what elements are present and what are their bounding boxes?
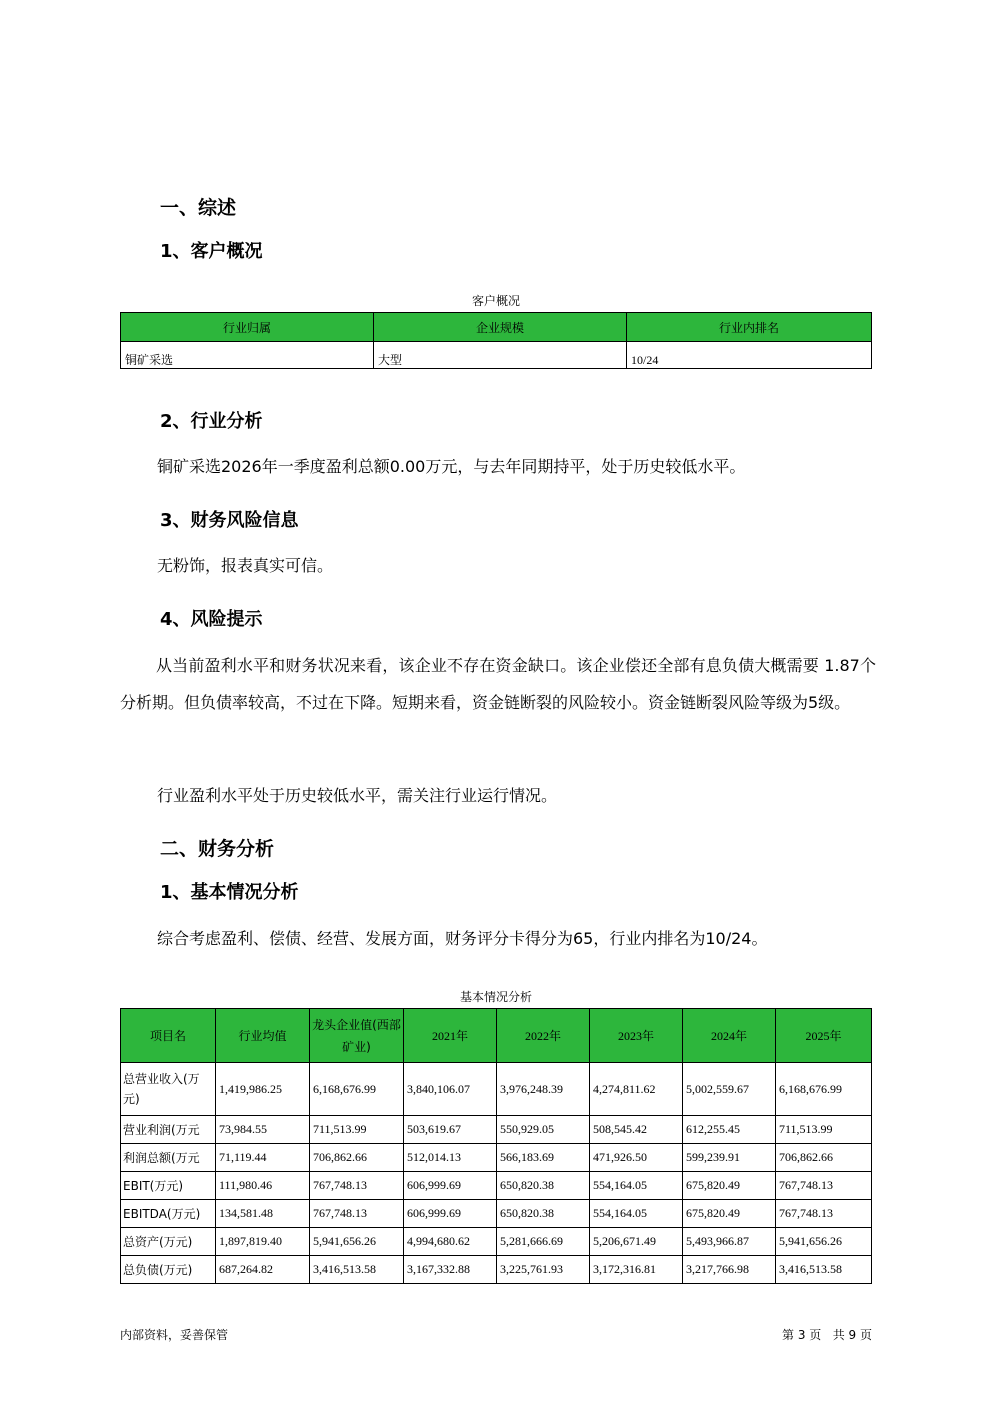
risk-info-paragraph: 无粉饰，报表真实可信。 — [157, 556, 334, 575]
table-cell: 706,862.66 — [310, 1144, 404, 1172]
table-cell: 71,119.44 — [216, 1144, 310, 1172]
row-label: 总负债(万元) — [121, 1256, 216, 1284]
basic-header-2021: 2021年 — [404, 1009, 497, 1063]
table-cell: 599,239.91 — [683, 1144, 776, 1172]
basic-header-2024: 2024年 — [683, 1009, 776, 1063]
table-cell: 6,168,676.99 — [776, 1063, 872, 1116]
industry-paragraph: 铜矿采选2026年一季度盈利总额0.00万元，与去年同期持平，处于历史较低水平。 — [157, 457, 746, 476]
subsection-title-risk-tip: 4、风险提示 — [160, 609, 263, 630]
table-cell: 650,820.38 — [497, 1200, 590, 1228]
basic-header-leader: 龙头企业值(西部矿业) — [310, 1009, 404, 1063]
table-cell: 4,274,811.62 — [590, 1063, 683, 1116]
table-row — [121, 1144, 872, 1172]
row-label: 营业利润(万元 — [121, 1116, 216, 1144]
table-cell: 3,416,513.58 — [776, 1256, 872, 1284]
profile-cell-rank: 10/24 — [627, 342, 872, 369]
section-title-financial: 二、财务分析 — [160, 838, 275, 860]
risk-tip-paragraph-1: 从当前盈利水平和财务状况来看，该企业不存在资金缺口。该企业偿还全部有息负债大概需要 1.87个分析期。但负债率较高，不过在下降。短期来看，资金链断裂的风险较小。资金链断裂风险等级为5级。 — [120, 656, 876, 712]
profile-header-rank: 行业内排名 — [627, 313, 872, 342]
table-cell: 3,217,766.98 — [683, 1256, 776, 1284]
table-row — [121, 1228, 872, 1256]
table-cell: 566,183.69 — [497, 1144, 590, 1172]
table-cell: 711,513.99 — [310, 1116, 404, 1144]
table-cell: 1,897,819.40 — [216, 1228, 310, 1256]
table-cell: 612,255.45 — [683, 1116, 776, 1144]
table-cell: 5,281,666.69 — [497, 1228, 590, 1256]
table-cell: 606,999.69 — [404, 1172, 497, 1200]
table-row — [121, 1256, 872, 1284]
row-label: EBITDA(万元) — [121, 1200, 216, 1228]
basic-header-2022: 2022年 — [497, 1009, 590, 1063]
table-cell: 3,976,248.39 — [497, 1063, 590, 1116]
subsection-title-industry: 2、行业分析 — [160, 411, 263, 432]
section-title-overview: 一、综述 — [160, 197, 237, 219]
table-cell: 4,994,680.62 — [404, 1228, 497, 1256]
profile-header-scale: 企业规模 — [374, 313, 627, 342]
basic-table-caption: 基本情况分析 — [459, 990, 532, 1004]
subsection-title-customer: 1、客户概况 — [160, 241, 263, 262]
table-cell: 706,862.66 — [776, 1144, 872, 1172]
basic-header-item: 项目名 — [121, 1009, 216, 1063]
page-number: 第 3 页 共 9 页 — [782, 1328, 872, 1342]
basic-header-2023: 2023年 — [590, 1009, 683, 1063]
profile-table — [120, 312, 872, 369]
row-label: 利润总额(万元 — [121, 1144, 216, 1172]
table-cell: 512,014.13 — [404, 1144, 497, 1172]
table-row — [121, 1116, 872, 1144]
footer-note: 内部资料，妥善保管 — [120, 1328, 229, 1342]
table-cell: 767,748.13 — [776, 1172, 872, 1200]
table-cell: 687,264.82 — [216, 1256, 310, 1284]
table-cell: 5,002,559.67 — [683, 1063, 776, 1116]
profile-table-caption: 客户概况 — [471, 294, 520, 308]
table-cell: 554,164.05 — [590, 1200, 683, 1228]
subsection-title-risk-info: 3、财务风险信息 — [160, 510, 299, 531]
profile-cell-scale: 大型 — [374, 342, 627, 369]
table-row — [121, 1200, 872, 1228]
table-cell: 675,820.49 — [683, 1200, 776, 1228]
table-row — [121, 1063, 872, 1116]
basic-table — [120, 1008, 872, 1284]
table-cell: 3,225,761.93 — [497, 1256, 590, 1284]
risk-tip-paragraph-2: 行业盈利水平处于历史较低水平，需关注行业运行情况。 — [157, 786, 558, 805]
basic-header-industry-avg: 行业均值 — [216, 1009, 310, 1063]
table-cell: 73,984.55 — [216, 1116, 310, 1144]
table-cell: 508,545.42 — [590, 1116, 683, 1144]
row-label: 总营业收入(万元) — [121, 1063, 216, 1116]
basic-header-2025: 2025年 — [776, 1009, 872, 1063]
table-cell: 554,164.05 — [590, 1172, 683, 1200]
table-cell: 550,929.05 — [497, 1116, 590, 1144]
table-cell: 767,748.13 — [776, 1200, 872, 1228]
table-cell: 711,513.99 — [776, 1116, 872, 1144]
table-cell: 1,419,986.25 — [216, 1063, 310, 1116]
table-cell: 5,941,656.26 — [776, 1228, 872, 1256]
table-cell: 5,206,671.49 — [590, 1228, 683, 1256]
table-cell: 606,999.69 — [404, 1200, 497, 1228]
table-cell: 650,820.38 — [497, 1172, 590, 1200]
table-cell: 5,941,656.26 — [310, 1228, 404, 1256]
table-cell: 675,820.49 — [683, 1172, 776, 1200]
profile-cell-industry: 铜矿采选 — [121, 342, 374, 369]
profile-header-industry: 行业归属 — [121, 313, 374, 342]
table-cell: 767,748.13 — [310, 1172, 404, 1200]
table-cell: 3,167,332.88 — [404, 1256, 497, 1284]
table-cell: 3,416,513.58 — [310, 1256, 404, 1284]
table-cell: 503,619.67 — [404, 1116, 497, 1144]
table-cell: 6,168,676.99 — [310, 1063, 404, 1116]
basic-paragraph: 综合考虑盈利、偿债、经营、发展方面，财务评分卡得分为65，行业内排名为10/24。 — [157, 929, 768, 948]
row-label: 总资产(万元) — [121, 1228, 216, 1256]
table-cell: 767,748.13 — [310, 1200, 404, 1228]
table-cell: 134,581.48 — [216, 1200, 310, 1228]
subsection-title-basic: 1、基本情况分析 — [160, 882, 299, 903]
table-row — [121, 1172, 872, 1200]
row-label: EBIT(万元) — [121, 1172, 216, 1200]
table-cell: 471,926.50 — [590, 1144, 683, 1172]
table-cell: 111,980.46 — [216, 1172, 310, 1200]
table-cell: 3,840,106.07 — [404, 1063, 497, 1116]
table-cell: 5,493,966.87 — [683, 1228, 776, 1256]
table-cell: 3,172,316.81 — [590, 1256, 683, 1284]
